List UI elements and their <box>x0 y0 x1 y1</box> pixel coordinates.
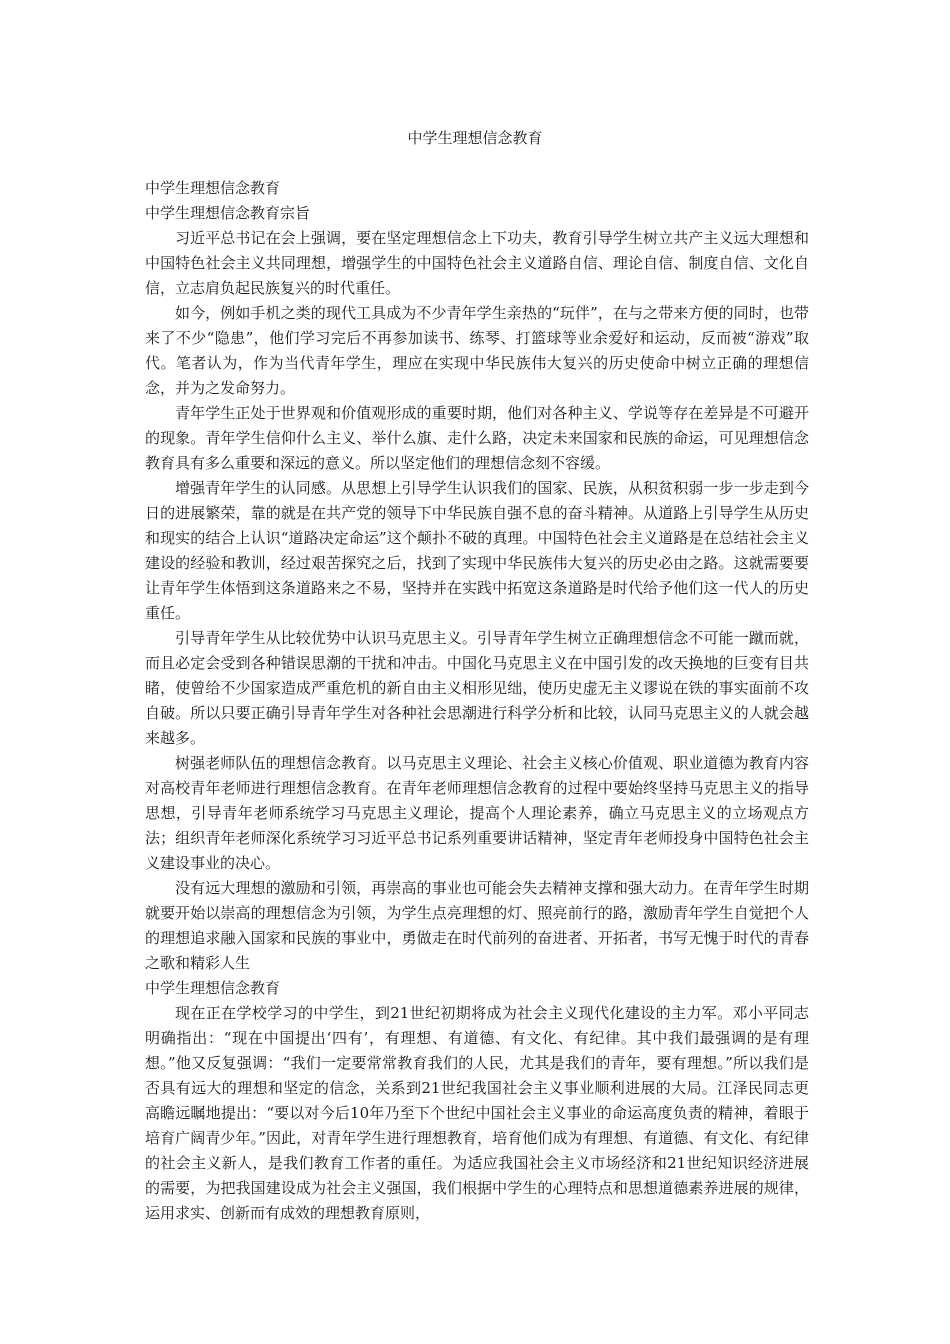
document-body <box>145 176 809 1276</box>
section-heading-3: 中学生理想信念教育 <box>145 979 281 997</box>
paragraph-8: 现在正在学校学习的中学生，到21世纪初期将成为社会主义现代化建设的主力军。邓小平同志明确指出：“现在中国提出‘四有’，有理想、有道德、有文化、有纪律。其中我们最强调的是有理想。”他又反复强调：“我们一定要常常教育我们的人民，尤其是我们的青年，要有理想。”所以我们是否具有远大的理想和坚定的信念，关系到21世纪我国社会主义事业顺利进展的大局。江泽民同志更高瞻远瞩地提出：“要以对今后10年乃至下个世纪中国社会主义事业的命运高度负责的精神，着眼于培育广阔青少年。”因此，对青年学生进行理想教育，培育他们成为有理想、有道德、有文化、有纪律的社会主义新人，是我们教育工作者的重任。为适应我国社会主义市场经济和21世纪知识经济进展的需要，为把我国建设成为社会主义强国，我们根据中学生的心理特点和思想道德素养进展的规律，运用求实、创新而有成效的理想教育原则， <box>145 1004 809 1222</box>
document-title: 中学生理想信念教育 <box>407 129 543 147</box>
paragraph-3: 青年学生正处于世界观和价值观形成的重要时期，他们对各种主义、学说等存在差异是不可避开的现象。青年学生信仰什么主义、举什么旗、走什么路，决定未来国家和民族的命运，可见理想信念教育具有多么重要和深远的意义。所以坚定他们的理想信念刻不容缓。 <box>145 404 809 472</box>
section-heading-1: 中学生理想信念教育 <box>145 179 281 197</box>
section-heading-2: 中学生理想信念教育宗旨 <box>145 204 311 222</box>
paragraph-5: 引导青年学生从比较优势中认识马克思主义。引导青年学生树立正确理想信念不可能一蹴而就，而且必定会受到各种错误思潮的干扰和冲击。中国化马克思主义在中国引发的改天换地的巨变有目共睹，使曾给不少国家造成严重危机的新自由主义相形见绌，使历史虚无主义谬说在铁的事实面前不攻自破。所以只要正确引导青年学生对各种社会思潮进行科学分析和比较，认同马克思主义的人就会越来越多。 <box>145 629 809 747</box>
paragraph-4: 增强青年学生的认同感。从思想上引导学生认识我们的国家、民族，从积贫积弱一步一步走到今日的进展繁荣，靠的就是在共产党的领导下中华民族自强不息的奋斗精神。从道路上引导学生从历史和现实的结合上认识“道路决定命运”这个颠扑不破的真理。中国特色社会主义道路是在总结社会主义建设的经验和教训，经过艰苦探究之后，找到了实现中华民族伟大复兴的历史必由之路。这就需要要让青年学生体悟到这条道路来之不易，坚持并在实践中拓宽这条道路是时代给予他们这一代人的历史重任。 <box>145 479 809 622</box>
paragraph-2: 如今，例如手机之类的现代工具成为不少青年学生亲热的“玩伴”，在与之带来方便的同时，也带来了不少“隐患”，他们学习完后不再参加读书、练琴、打篮球等业余爱好和运动，反而被“游戏”取代。笔者认为，作为当代青年学生，理应在实现中华民族伟大复兴的历史使命中树立正确的理想信念，并为之发命努力。 <box>145 304 809 397</box>
paragraph-6: 树强老师队伍的理想信念教育。以马克思主义理论、社会主义核心价值观、职业道德为教育内容对高校青年老师进行理想信念教育。在青年老师理想信念教育的过程中要始终坚持马克思主义的指导思想，引导青年老师系统学习马克思主义理论，提高个人理论素养，确立马克思主义的立场观点方法；组织青年老师深化系统学习习近平总书记系列重要讲话精神，坚定青年老师投身中国特色社会主义建设事业的决心。 <box>145 754 809 872</box>
paragraph-1: 习近平总书记在会上强调，要在坚定理想信念上下功夫，教育引导学生树立共产主义远大理想和中国特色社会主义共同理想，增强学生的中国特色社会主义道路自信、理论自信、制度自信、文化自信，立志肩负起民族复兴的时代重任。 <box>145 229 809 297</box>
paragraph-7: 没有远大理想的激励和引领，再崇高的事业也可能会失去精神支撑和强大动力。在青年学生时期就要开始以崇高的理想信念为引领，为学生点亮理想的灯、照亮前行的路，激励青年学生自觉把个人的理想追求融入国家和民族的事业中，勇做走在时代前列的奋进者、开拓者，书写无愧于时代的青春之歌和精彩人生 <box>145 879 809 972</box>
